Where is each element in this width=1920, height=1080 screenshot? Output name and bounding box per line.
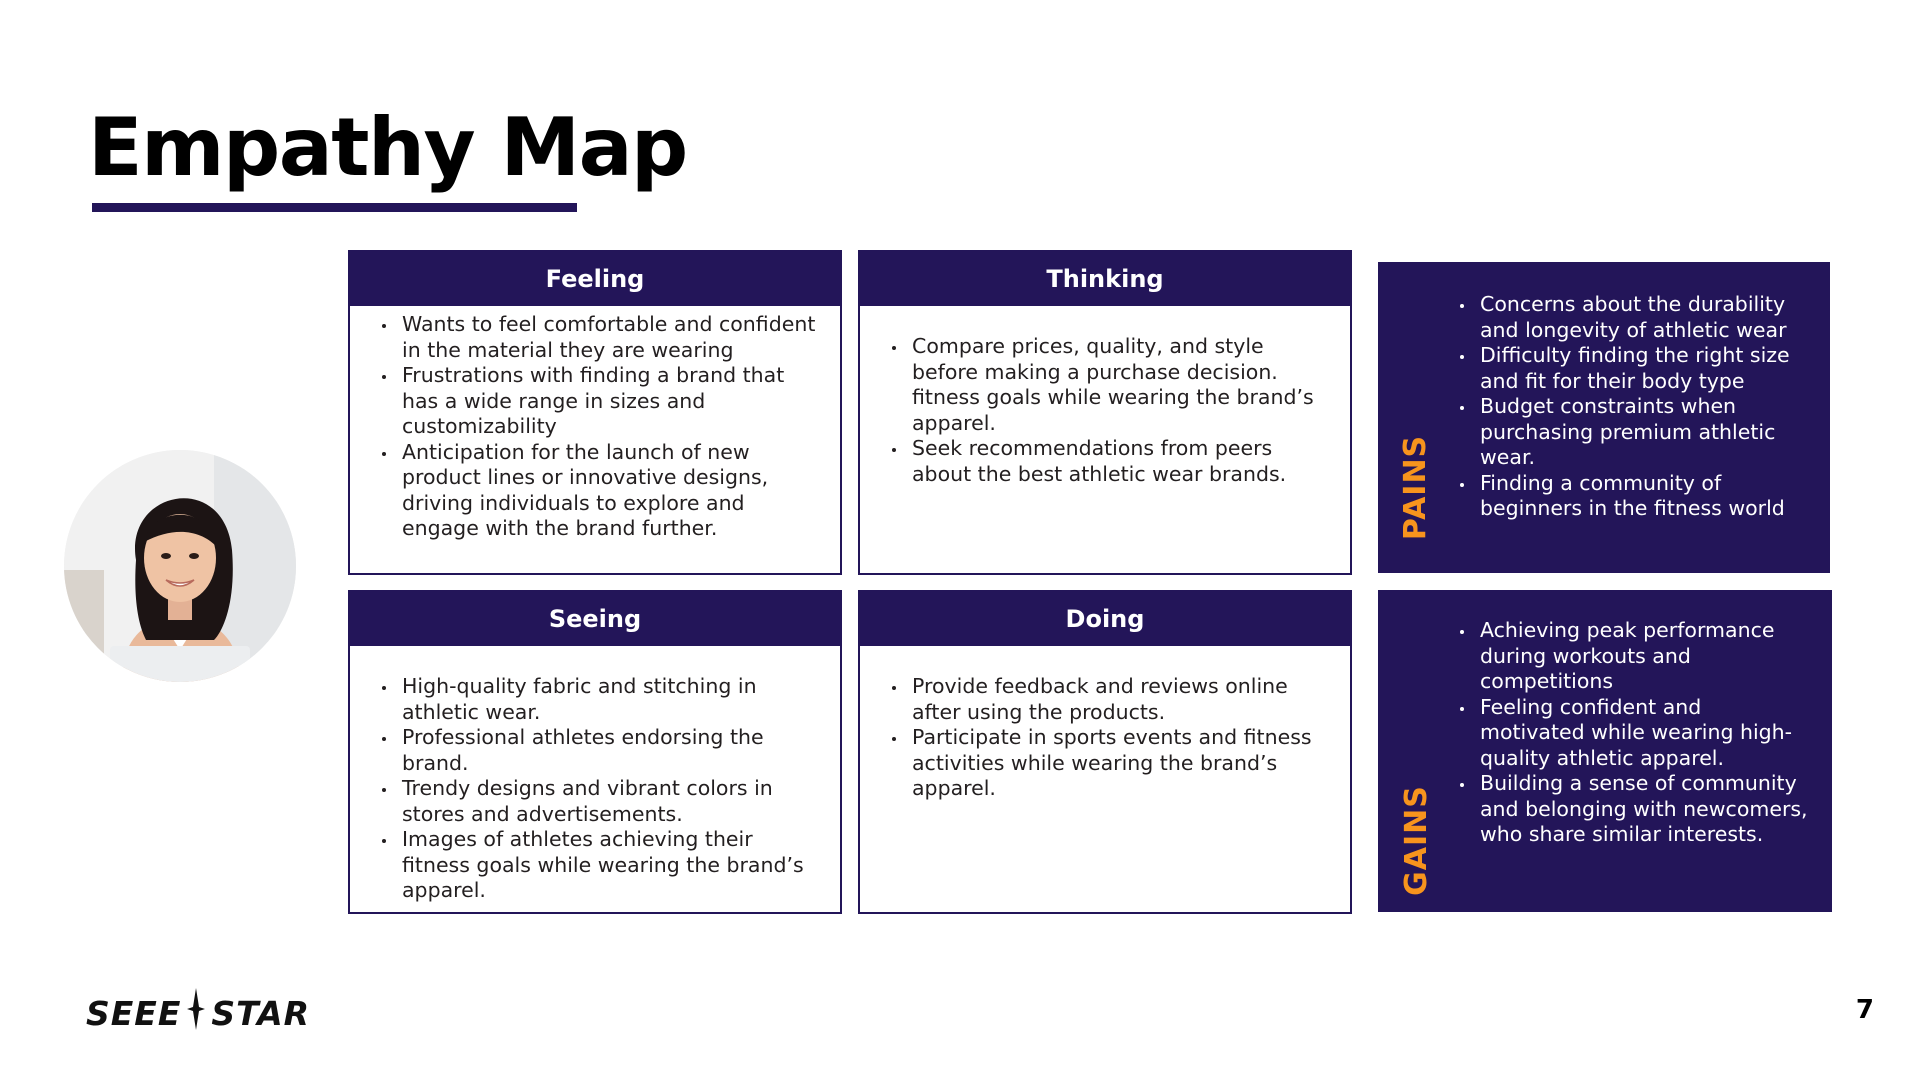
pains-list [1458, 292, 1808, 522]
doing-body [860, 646, 1350, 912]
list-item: Professional athletes endorsing the brand. [380, 725, 820, 776]
feeling-body [350, 306, 840, 573]
doing-header: Doing [860, 592, 1350, 646]
list-item: Provide feedback and reviews online after using the products. [890, 674, 1330, 725]
list-item: Trendy designs and vibrant colors in stores and advertisements. [380, 776, 820, 827]
page-number: 7 [1855, 995, 1874, 1025]
persona-avatar [64, 450, 296, 682]
logo-right-text: STAR [211, 993, 311, 1033]
list-item: Difficulty finding the right size and fit for their body type [1458, 343, 1808, 394]
list-item: Images of athletes achieving their fitness goals while wearing the brand’s apparel. [380, 827, 820, 904]
list-item: Achieving peak performance during workouts and competitions [1458, 618, 1808, 695]
brand-logo [86, 988, 310, 1038]
persona-photo-icon [64, 450, 296, 682]
list-item: Participate in sports events and fitness activities while wearing the brand’s apparel. [890, 725, 1330, 802]
list-item: Building a sense of community and belonging with newcomers, who share similar interests. [1458, 771, 1808, 848]
gains-label: GAINS [1398, 784, 1434, 896]
seeing-body [350, 646, 840, 912]
title-underline [92, 203, 577, 212]
pains-label: PAINS [1398, 434, 1434, 540]
thinking-body [860, 306, 1350, 573]
gains-list [1458, 618, 1808, 848]
feeling-list [380, 312, 820, 542]
doing-card [858, 590, 1352, 914]
list-item: Finding a community of beginners in the fitness world [1458, 471, 1808, 522]
seeing-list [380, 674, 820, 904]
list-item: Seek recommendations from peers about the best athletic wear brands. [890, 436, 1330, 487]
logo-left-text: SEEE [86, 993, 182, 1033]
seeing-card [348, 590, 842, 914]
list-item: Concerns about the durability and longevity of athletic wear [1458, 292, 1808, 343]
pains-panel [1378, 262, 1830, 573]
thinking-card [858, 250, 1352, 575]
list-item: Wants to feel comfortable and confident in the material they are wearing [380, 312, 820, 363]
gains-panel [1378, 590, 1832, 912]
pains-label-wrap [1386, 412, 1446, 562]
seeing-header: Seeing [350, 592, 840, 646]
feeling-header: Feeling [350, 252, 840, 306]
feeling-card [348, 250, 842, 575]
list-item: Budget constraints when purchasing premium athletic wear. [1458, 394, 1808, 471]
page-title: Empathy Map [88, 101, 687, 194]
doing-list [890, 674, 1330, 802]
list-item: High-quality fabric and stitching in athletic wear. [380, 674, 820, 725]
list-item: Anticipation for the launch of new product lines or innovative designs, driving individuals to explore and engage with the brand further. [380, 440, 820, 542]
star-icon [187, 988, 205, 1038]
thinking-list [890, 334, 1330, 487]
list-item: Frustrations with finding a brand that has a wide range in sizes and customizability [380, 363, 820, 440]
list-item: Compare prices, quality, and style before making a purchase decision. fitness goals while wearing the brand’s apparel. [890, 334, 1330, 436]
thinking-header: Thinking [860, 252, 1350, 306]
list-item: Feeling confident and motivated while wearing high-quality athletic apparel. [1458, 695, 1808, 772]
gains-label-wrap [1386, 770, 1446, 910]
